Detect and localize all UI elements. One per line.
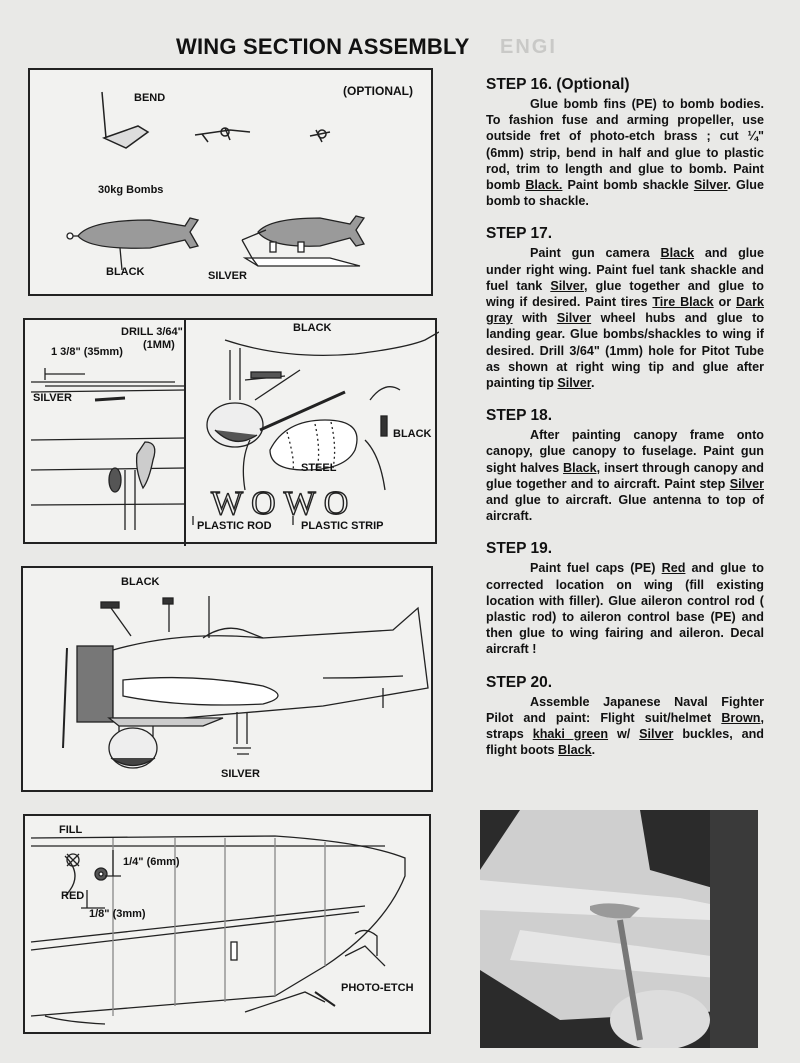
label-black: BLACK xyxy=(121,576,160,588)
step-heading: STEP 17. xyxy=(486,225,553,243)
label-bombs: 30kg Bombs xyxy=(98,184,164,196)
page-title: WING SECTION ASSEMBLY xyxy=(176,34,470,59)
label-silver: SILVER xyxy=(221,768,260,780)
label-bend: BEND xyxy=(134,92,166,104)
label-plastic-strip: PLASTIC STRIP xyxy=(301,520,384,532)
label-photo-etch: PHOTO-ETCH xyxy=(341,982,414,994)
panel-bombs xyxy=(28,68,433,296)
label-black-right: BLACK xyxy=(393,428,432,440)
label-length: 1 3/8" (35mm) xyxy=(51,346,123,358)
step-body: Paint fuel caps (PE) Red and glue to corrected location on wing (fill existing location with filler). Glue aileron control rod ( plastic rod) to aileron control base (PE) and then glue to wing fairing and aileron. Decal aircraft ! xyxy=(486,561,764,657)
step-body: Assemble Japanese Naval Fighter Pilot and paint: Flight suit/helmet Brown, straps khaki green w/ Silver buckles, and flight boots Black. xyxy=(486,694,765,758)
label-optional: (OPTIONAL) xyxy=(343,84,413,98)
step-body: After painting canopy frame onto canopy, glue canopy to fuselage. Paint gun sight halves Black, insert through canopy and glue together and to aircraft. Paint step Silver and glue to aircraft. Glue antenna to top of aircraft. xyxy=(486,428,764,524)
label-drill-mm: (1MM) xyxy=(143,339,175,351)
panel-wing-gear xyxy=(23,318,437,544)
label-black-top: BLACK xyxy=(293,322,332,334)
photo-shapes xyxy=(480,810,758,1048)
label-silver: SILVER xyxy=(33,392,72,404)
label-silver: SILVER xyxy=(208,270,247,282)
panel-wing-plan xyxy=(23,814,431,1034)
step-body: Glue bomb fins (PE) to bomb bodies. To fashion fuse and arming propeller, use outside fret of photo-etch brass ; cut ¼" (6mm) strip, bend in half and glue to plastic rod, trim to length and glue to bomb. Paint bomb Black. Paint bomb shackle Silver. Glue bomb to shackle. xyxy=(486,97,764,209)
step-heading: STEP 20. xyxy=(486,673,553,691)
aircraft-diagram xyxy=(23,568,435,794)
steps-column xyxy=(486,76,764,775)
label-plastic-rod: PLASTIC ROD xyxy=(197,520,272,532)
bleed-through-text: ENGI xyxy=(500,36,557,58)
label-dim1: 1/4" (6mm) xyxy=(123,856,180,868)
label-fill: FILL xyxy=(59,824,83,836)
label-drill: DRILL 3/64" xyxy=(121,326,183,338)
label-dim2: 1/8" (3mm) xyxy=(89,908,146,920)
label-steel: STEEL xyxy=(301,462,337,474)
aircraft-photo xyxy=(480,810,758,1048)
step-body: Paint gun camera Black and glue under right wing. Paint fuel tank shackle and fuel tank Silver, glue together and glue to wing if desired. Paint tires Tire Black or Dark gray with Silver wheel hubs and glue to landing gear. Glue bombs/shackles to wing if desired. Drill 3/64" (1mm) hole for Pitot Tube as shown at right wing tip and glue after painting tip Silver. xyxy=(486,246,765,391)
step-heading: STEP 18. xyxy=(486,407,553,425)
wing-diagram xyxy=(25,816,433,1036)
step-heading: STEP 16. (Optional) xyxy=(486,76,630,93)
panel-aircraft xyxy=(21,566,433,792)
bomb-diagram xyxy=(30,70,435,298)
step-heading: STEP 19. xyxy=(486,540,553,558)
label-black: BLACK xyxy=(106,266,145,278)
wowo-shapes: WOWO xyxy=(211,485,357,522)
label-red: RED xyxy=(61,890,85,902)
